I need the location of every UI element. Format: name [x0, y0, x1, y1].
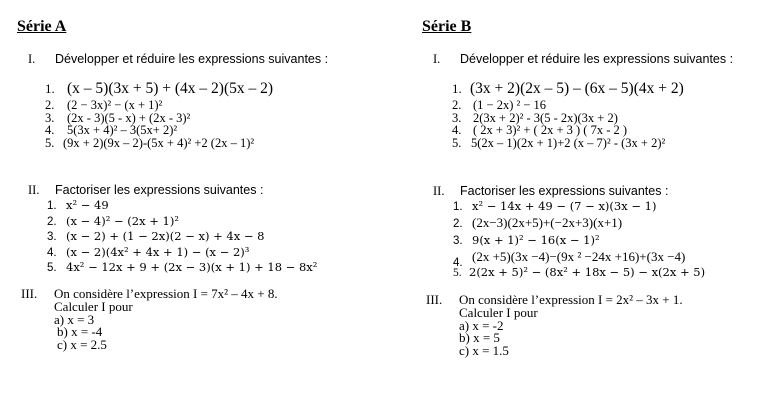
section-3-statement: On considère l’expression I = 2x² – 3x + 1. [459, 292, 683, 307]
serie-a-develop-list [45, 79, 273, 149]
item-number: 2. [452, 98, 462, 112]
item-number: 1. [47, 200, 57, 212]
value-item: b) x = 5 [459, 330, 500, 346]
section-3-instruction: Calculer I pour [54, 298, 133, 314]
expression: 5(3x + 4)² – 3(5x+ 2)² [67, 123, 178, 137]
serie-b-factor-list [453, 199, 705, 280]
item-number: 2. [45, 98, 55, 112]
item-number: 3. [45, 110, 55, 125]
list-item [47, 260, 317, 276]
value-item: c) x = 1.5 [459, 343, 509, 359]
item-number: 1. [452, 81, 462, 96]
expression: (1 − 2x) ² − 16 [473, 98, 547, 112]
section-heading-text: Factoriser les expressions suivantes : [460, 184, 669, 198]
expression: (2x - 3)(5 - x) + (2x - 3)² [67, 110, 191, 125]
serie-b-title: Série B [422, 18, 472, 35]
item-number: 4. [47, 246, 57, 259]
item-number: 5. [45, 135, 55, 150]
expression: (2x +5)(3x −4)−(9x ² −24x +16)+(3x −4) [472, 249, 686, 264]
item-number: 5. [452, 135, 462, 150]
expression: (2 − 3x)² − (x + 1)² [67, 98, 163, 112]
expression: (x − 4)² − (2x + 1)² [66, 213, 179, 228]
serie-a-title: Série A [17, 18, 67, 35]
section-heading-text: Développer et réduire les expressions suivantes : [55, 52, 329, 66]
list-item [47, 229, 317, 245]
expression: (x – 5)(3x + 5) + (4x – 2)(5x – 2) [67, 80, 274, 97]
list-item [453, 199, 705, 214]
item-number: 2. [453, 218, 463, 230]
item-number: 3. [47, 231, 57, 243]
expression: (3x + 2)(2x – 5) – (6x – 5)(4x + 2) [470, 80, 684, 97]
item-number: 2. [47, 215, 57, 228]
section-number: II. [433, 184, 445, 198]
expression: 4x² − 12x + 9 + (2x − 3)(x + 1) + 18 − 8x² [66, 260, 318, 274]
serie-a-factor-list [47, 198, 317, 276]
expression: 9(x + 1)² − 16(x − 1)² [472, 233, 600, 247]
item-number: 3. [453, 235, 463, 247]
expression: 2(3x + 2)² - 3(5 - 2x)(3x + 2) [473, 110, 618, 125]
item-number: 4. [45, 123, 55, 137]
value-item: c) x = 2.5 [57, 337, 107, 353]
item-number: 1. [45, 81, 55, 96]
list-item [47, 245, 317, 261]
expression: (2x−3)(2x+5)+(−2x+3)(x+1) [472, 215, 623, 230]
serie-b-develop-list [452, 79, 684, 149]
section-number: I. [28, 52, 36, 66]
section-heading-text: Développer et réduire les expressions suivantes : [460, 52, 734, 66]
value-item: b) x = -4 [57, 324, 103, 340]
value-item: a) x = 3 [54, 311, 95, 327]
expression: x² − 14x + 49 − (7 − x)(3x − 1) [472, 199, 657, 213]
item-number: 5. [453, 267, 462, 279]
expression: ( 2x + 3)² + ( 2x + 3 ) ( 7x - 2 ) [473, 123, 628, 137]
list-item [45, 79, 273, 99]
section-3-statement: On considère l’expression I = 7x² – 4x + 8. [54, 286, 278, 301]
list-item [453, 214, 705, 232]
section-number: III. [21, 286, 38, 301]
list-item [452, 79, 684, 99]
section-heading-text: Factoriser les expressions suivantes : [55, 183, 264, 197]
list-item [453, 265, 705, 280]
value-item: a) x = -2 [459, 317, 504, 333]
expression: (9x + 2)(9x – 2)-(5x + 4)² +2 (2x – 1)² [63, 135, 255, 150]
list-item [453, 249, 705, 269]
section-number: II. [28, 183, 40, 197]
section-3-instruction: Calculer I pour [459, 304, 538, 320]
list-item [47, 214, 317, 230]
expression: 5(2x – 1)(2x + 1)+2 (x – 7)² - (3x + 2)² [471, 135, 666, 150]
expression: (x − 2) + (1 − 2x)(2 − x) + 4x − 8 [66, 229, 265, 243]
item-number: 5. [47, 262, 57, 274]
item-number: 3. [452, 110, 462, 125]
expression: x² − 49 [66, 198, 109, 212]
section-number: I. [433, 52, 441, 66]
list-item [452, 137, 684, 150]
item-number: 4. [453, 257, 463, 269]
item-number: 1. [453, 201, 463, 213]
section-number: III. [426, 292, 443, 307]
item-number: 4. [452, 123, 462, 137]
list-item [47, 198, 317, 214]
expression: 2(2x + 5)² − (8x² + 18x − 5) − x(2x + 5) [469, 265, 706, 279]
expression: (x − 2)(4x² + 4x + 1) − (x − 2)³ [66, 244, 250, 259]
list-item [45, 137, 273, 150]
list-item [453, 232, 705, 249]
